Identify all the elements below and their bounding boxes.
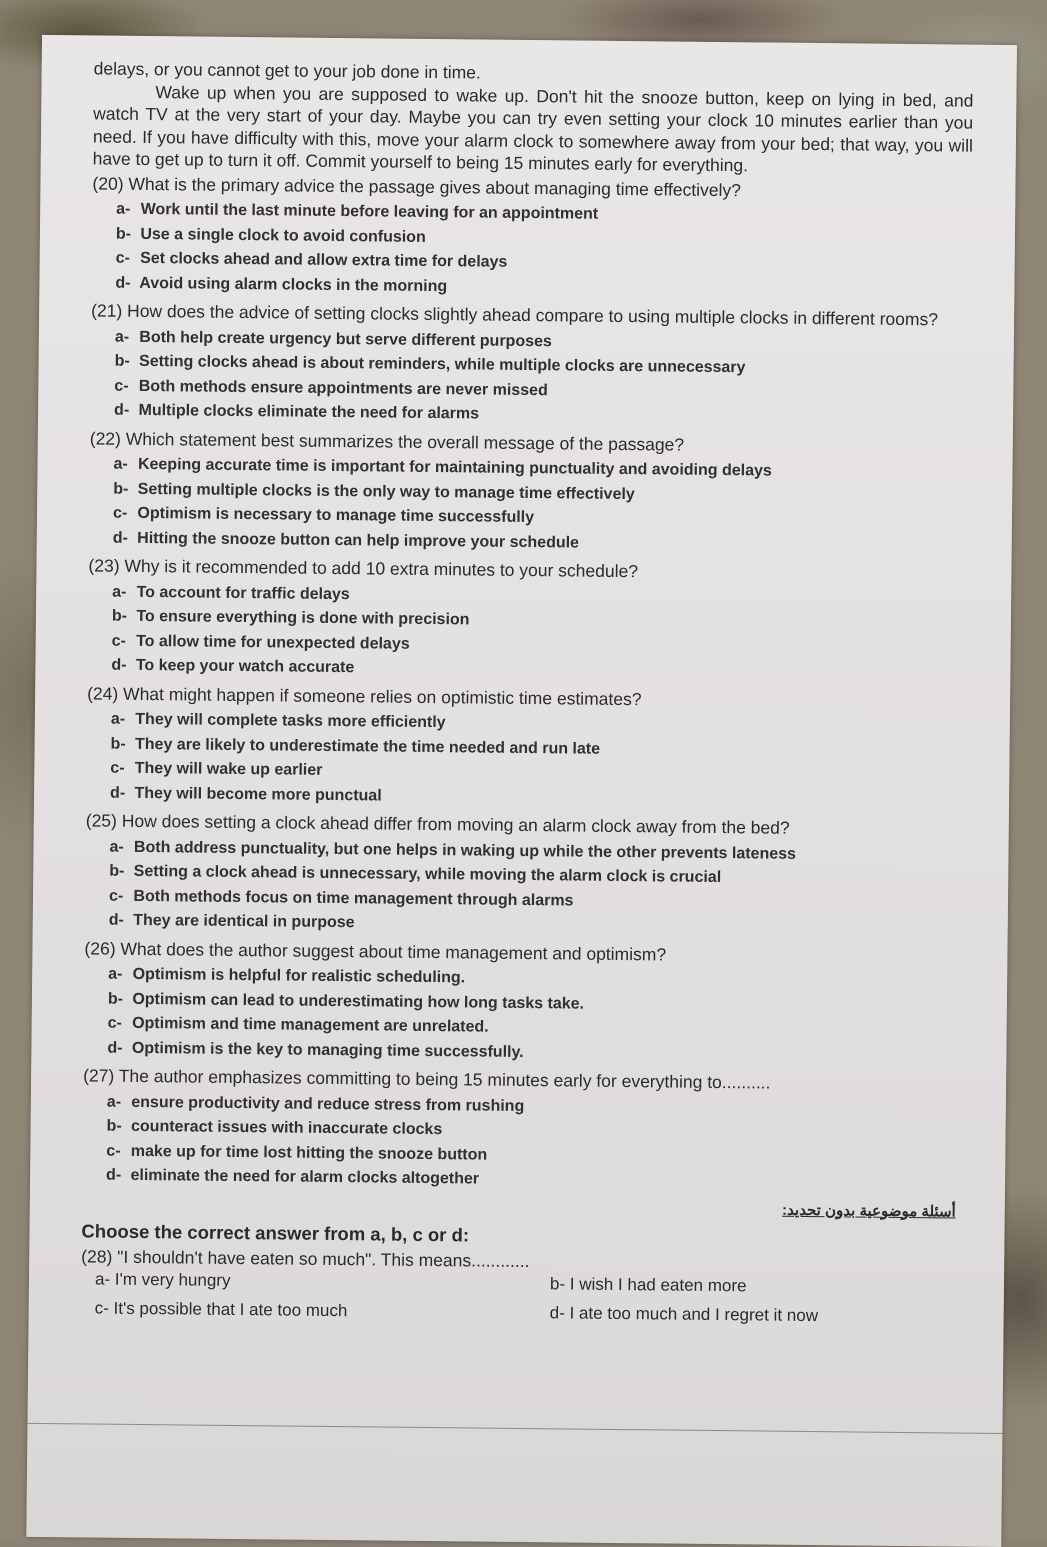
option-text: To allow time for unexpected delays xyxy=(136,632,410,653)
option-letter: a- xyxy=(112,583,127,601)
option-letter: b- xyxy=(106,1117,122,1135)
option-letter: d- xyxy=(106,1166,122,1184)
option-text: Optimism can lead to underestimating how long tasks take. xyxy=(132,990,585,1013)
answer-options xyxy=(113,453,970,560)
question-28 xyxy=(81,1245,962,1330)
option-text: counteract issues with inaccurate clocks xyxy=(130,1117,443,1139)
question-block xyxy=(86,682,967,815)
option-letter: b- xyxy=(110,735,126,753)
option-letter: d- xyxy=(112,529,128,547)
option-text: They will become more punctual xyxy=(134,784,382,804)
option-letter: a- xyxy=(108,965,123,983)
option-letter: b- xyxy=(111,607,128,625)
answer-options xyxy=(110,708,967,815)
option-text: Hitting the snooze button can help improve your schedule xyxy=(137,529,580,552)
answer-options xyxy=(106,1090,963,1197)
option-text: Optimism is necessary to manage time successfully xyxy=(137,504,535,527)
option-letter: a- xyxy=(113,455,128,473)
option-letter: a- xyxy=(116,200,131,218)
option-text: Use a single clock to avoid confusion xyxy=(140,225,426,246)
option-letter: b- xyxy=(115,225,132,243)
question-block xyxy=(87,554,968,687)
option-text: eliminate the need for alarm clocks altogether xyxy=(130,1166,480,1188)
option-letter: d- xyxy=(110,784,126,802)
option-letter: c- xyxy=(110,759,125,777)
answer-options xyxy=(107,963,964,1070)
passage-paragraph: Wake up when you are supposed to wake up. Don't hit the snooze button, keep on lying in bed, and watch TV at the very start of your day. Maybe you can try even setting your clock 10 minutes earlier than you need. If you have difficulty with this, move your alarm clock to somewhere away from your bed; that way, you will have to get up to turn it off. Commit yourself to being 15 minutes early for everything. xyxy=(92,81,974,176)
option-letter: b- xyxy=(113,480,129,498)
question-block xyxy=(91,172,972,305)
option-letter: b- xyxy=(107,990,124,1008)
option-letter: c- xyxy=(106,1142,121,1160)
answer-options xyxy=(115,198,972,305)
option-letter: a- xyxy=(109,838,124,856)
question-block xyxy=(89,427,970,560)
option-letter: b- xyxy=(114,352,130,370)
option-letter: d- xyxy=(108,911,124,929)
option-letter: a- xyxy=(114,328,130,346)
option-text: Setting a clock ahead is unnecessary, while moving the alarm clock is crucial xyxy=(133,862,722,887)
option-letter: d- xyxy=(115,274,131,292)
option-text: Optimism and time management are unrelated. xyxy=(132,1014,489,1036)
question-block xyxy=(82,1064,963,1197)
choose-heading: Choose the correct answer from a, b, c or d: xyxy=(81,1220,470,1246)
question-block xyxy=(90,299,971,432)
divider-line xyxy=(27,1423,1002,1434)
question-stem: (27) The author emphasizes committing to being 15 minutes early for everything to.......... xyxy=(83,1065,771,1093)
exam-paper xyxy=(26,35,1017,1547)
option-letter: c- xyxy=(112,504,128,522)
option-d[interactable]: d- I ate too much and I regret it now xyxy=(549,1302,819,1325)
question-block xyxy=(83,937,964,1070)
option-text: Optimism is helpful for realistic scheduling. xyxy=(132,965,466,987)
question-stem: (21) How does the advice of setting clocks slightly ahead compare to using multiple clocks in different rooms? xyxy=(91,300,939,330)
option-letter: c- xyxy=(108,887,124,905)
passage-line: delays, or you cannot get to your job done in time. xyxy=(93,58,481,83)
answer-options xyxy=(95,1268,962,1330)
option-text: Optimism is the key to managing time successfully. xyxy=(131,1039,524,1061)
answer-options xyxy=(114,325,971,432)
question-stem: (24) What might happen if someone relies on optimistic time estimates? xyxy=(87,682,642,709)
option-text: Setting multiple clocks is the only way to manage time effectively xyxy=(137,480,635,503)
option-text: Setting clocks ahead is about reminders, while multiple clocks are unnecessary xyxy=(138,352,746,377)
option-letter: d- xyxy=(111,656,127,674)
option-text: They are likely to underestimate the time needed and run late xyxy=(134,735,601,758)
option-text: To keep your watch accurate xyxy=(135,656,355,677)
option-letter: c- xyxy=(107,1014,123,1032)
option-b[interactable]: b- I wish I had eaten more xyxy=(549,1274,747,1296)
option-text: make up for time lost hitting the snooze button xyxy=(130,1142,488,1164)
paper-content xyxy=(81,57,974,1329)
question-stem: (22) Which statement best summarizes the overall message of the passage? xyxy=(89,427,685,455)
question-stem: (25) How does setting a clock ahead differ from moving an alarm clock away from the bed? xyxy=(85,810,790,838)
option-text: ensure productivity and reduce stress from rushing xyxy=(131,1093,525,1115)
option-text: They will complete tasks more efficiently xyxy=(135,710,446,732)
option-text: Both methods ensure appointments are never missed xyxy=(138,377,548,399)
option-letter: c- xyxy=(111,632,127,650)
question-stem: (20) What is the primary advice the passage gives about managing time effectively? xyxy=(92,172,742,200)
option-text: To account for traffic delays xyxy=(136,583,350,603)
option-letter: c- xyxy=(114,377,129,395)
option-text: They will wake up earlier xyxy=(134,759,323,779)
option-letter: b- xyxy=(109,862,125,880)
option-text: Work until the last minute before leaving for an appointment xyxy=(140,200,599,223)
option-letter: d- xyxy=(114,401,130,419)
answer-options xyxy=(109,835,966,942)
option-text: Both address punctuality, but one helps in waking up while the other prevents lateness xyxy=(133,838,797,863)
option-text: Both methods focus on time management through alarms xyxy=(133,887,574,910)
option-text: Avoid using alarm clocks in the morning xyxy=(139,274,448,295)
section-heading-arabic: أسئلة موضوعية بدون تحديد: xyxy=(782,1201,956,1221)
option-text: Multiple clocks eliminate the need for alarms xyxy=(138,401,480,423)
option-c[interactable]: c- It's possible that I ate too much xyxy=(94,1298,348,1320)
question-list xyxy=(82,172,973,1197)
question-stem: (26) What does the author suggest about time management and optimism? xyxy=(84,937,667,964)
option-letter: a- xyxy=(110,710,126,728)
reading-passage xyxy=(93,57,974,179)
question-block xyxy=(85,809,966,942)
option-text: To ensure everything is done with precision xyxy=(136,607,470,629)
option-text: Set clocks ahead and allow extra time for delays xyxy=(140,249,508,271)
option-letter: c- xyxy=(115,249,131,267)
option-a[interactable]: a- I'm very hungry xyxy=(94,1269,231,1290)
question-stem: (28) "I shouldn't have eaten so much". This means............ xyxy=(81,1245,530,1271)
option-text: Both help create urgency but serve different purposes xyxy=(139,328,552,350)
option-letter: d- xyxy=(107,1039,123,1057)
option-text: Keeping accurate time is important for maintaining punctuality and avoiding delays xyxy=(137,455,772,480)
question-stem: (23) Why is it recommended to add 10 extra minutes to your schedule? xyxy=(88,555,639,582)
option-letter: a- xyxy=(106,1093,122,1111)
option-text: They are identical in purpose xyxy=(133,911,355,932)
answer-options xyxy=(111,580,968,687)
